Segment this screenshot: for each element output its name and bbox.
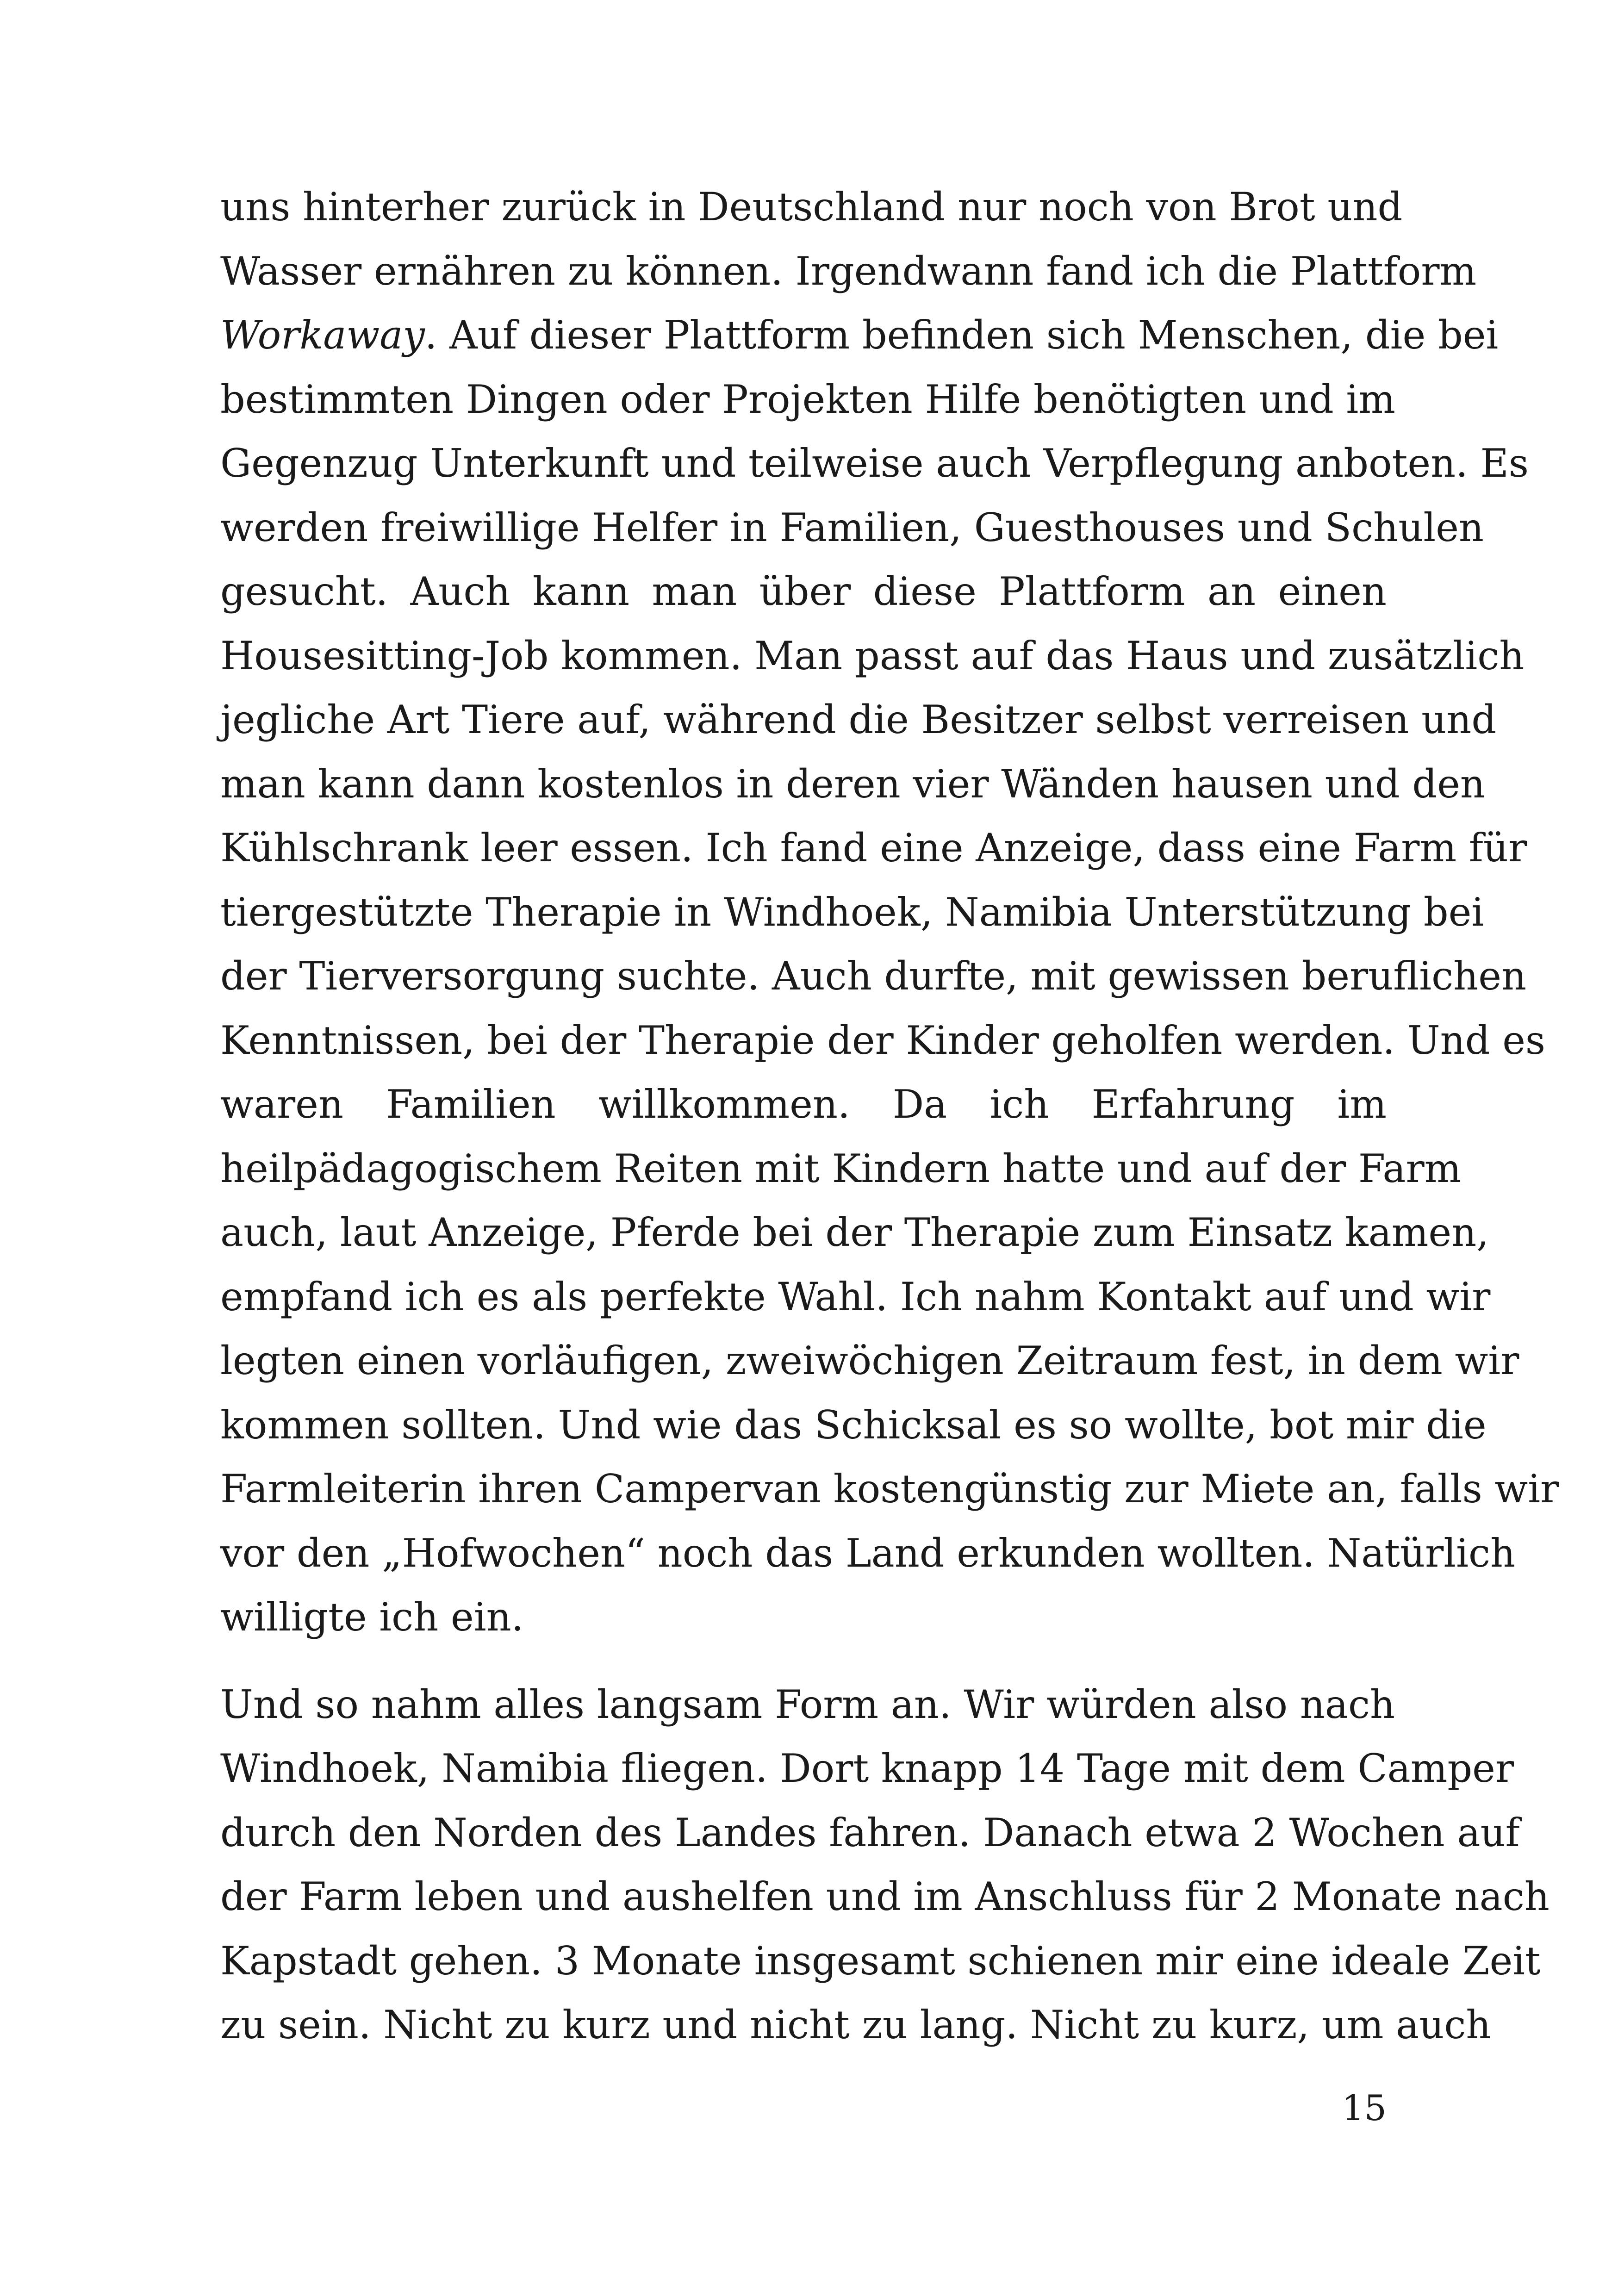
text-line: Und so nahm alles langsam Form an. Wir würden also nach (220, 1681, 1395, 1727)
text-line: kommen sollten. Und wie das Schicksal es so wollte, bot mir die (220, 1402, 1487, 1448)
text-line: Gegenzug Unterkunft und teilweise auch Verpflegung anboten. Es (220, 441, 1529, 486)
text-line: Housesitting-Job kommen. Man passt auf das Haus und zusätzlich (220, 633, 1525, 678)
text-line: der Farm leben und aushelfen und im Anschluss für 2 Monate nach (220, 1874, 1550, 1919)
text-line: legten einen vorläufigen, zweiwöchigen Zeitraum fest, in dem wir (220, 1338, 1519, 1383)
text-line: vor den „Hofwochen“ noch das Land erkunden wollten. Natürlich (220, 1530, 1516, 1576)
text-line: werden freiwillige Helfer in Familien, Guesthouses und Schulen (220, 504, 1484, 550)
text-line: auch, laut Anzeige, Pferde bei der Therapie zum Einsatz kamen, (220, 1210, 1489, 1255)
text-line: gesucht. Auch kann man über diese Plattform an einen (220, 569, 1387, 614)
text-line: Wasser ernähren zu können. Irgendwann fand ich die Plattform (220, 248, 1477, 294)
text-line: heilpädagogischem Reiten mit Kindern hatte und auf der Farm (220, 1145, 1462, 1191)
text-line (220, 303, 1499, 367)
text-line: uns hinterher zurück in Deutschland nur noch von Brot und (220, 184, 1403, 230)
text-line: Kühlschrank leer essen. Ich fand eine Anzeige, dass eine Farm für (220, 825, 1527, 871)
text-line: jegliche Art Tiere auf, während die Besitzer selbst verreisen und (220, 697, 1497, 742)
text-line: durch den Norden des Landes fahren. Danach etwa 2 Wochen auf (220, 1810, 1520, 1855)
text-line: waren Familien willkommen. Da ich Erfahrung im (220, 1082, 1387, 1127)
page-number: 15 (1342, 2087, 1387, 2128)
body-text (220, 175, 1559, 2057)
platform-name-italic: Workaway (220, 312, 425, 358)
text-line: tiergestützte Therapie in Windhoek, Namibia Unterstützung bei (220, 889, 1484, 935)
text-line: man kann dann kostenlos in deren vier Wänden hausen und den (220, 761, 1485, 807)
text-line: Kapstadt gehen. 3 Monate insgesamt schienen mir eine ideale Zeit (220, 1938, 1541, 1984)
paragraph-1 (220, 175, 1559, 1649)
text-line: bestimmten Dingen oder Projekten Hilfe benötigten und im (220, 376, 1395, 422)
text-line: willigte ich ein. (220, 1594, 524, 1640)
paragraph-2 (220, 1673, 1550, 2057)
text-line-rest: . Auf dieser Plattform befinden sich Menschen, die bei (424, 312, 1499, 358)
text-line: zu sein. Nicht zu kurz und nicht zu lang. Nicht zu kurz, um auch (220, 2002, 1491, 2047)
text-line: Windhoek, Namibia fliegen. Dort knapp 14 Tage mit dem Camper (220, 1746, 1514, 1791)
text-line: Farmleiterin ihren Campervan kostengünstig zur Miete an, falls wir (220, 1466, 1559, 1512)
text-line: empfand ich es als perfekte Wahl. Ich nahm Kontakt auf und wir (220, 1274, 1491, 1319)
text-line: der Tierversorgung suchte. Auch durfte, mit gewissen beruflichen (220, 953, 1527, 999)
text-line: Kenntnissen, bei der Therapie der Kinder geholfen werden. Und es (220, 1017, 1546, 1063)
